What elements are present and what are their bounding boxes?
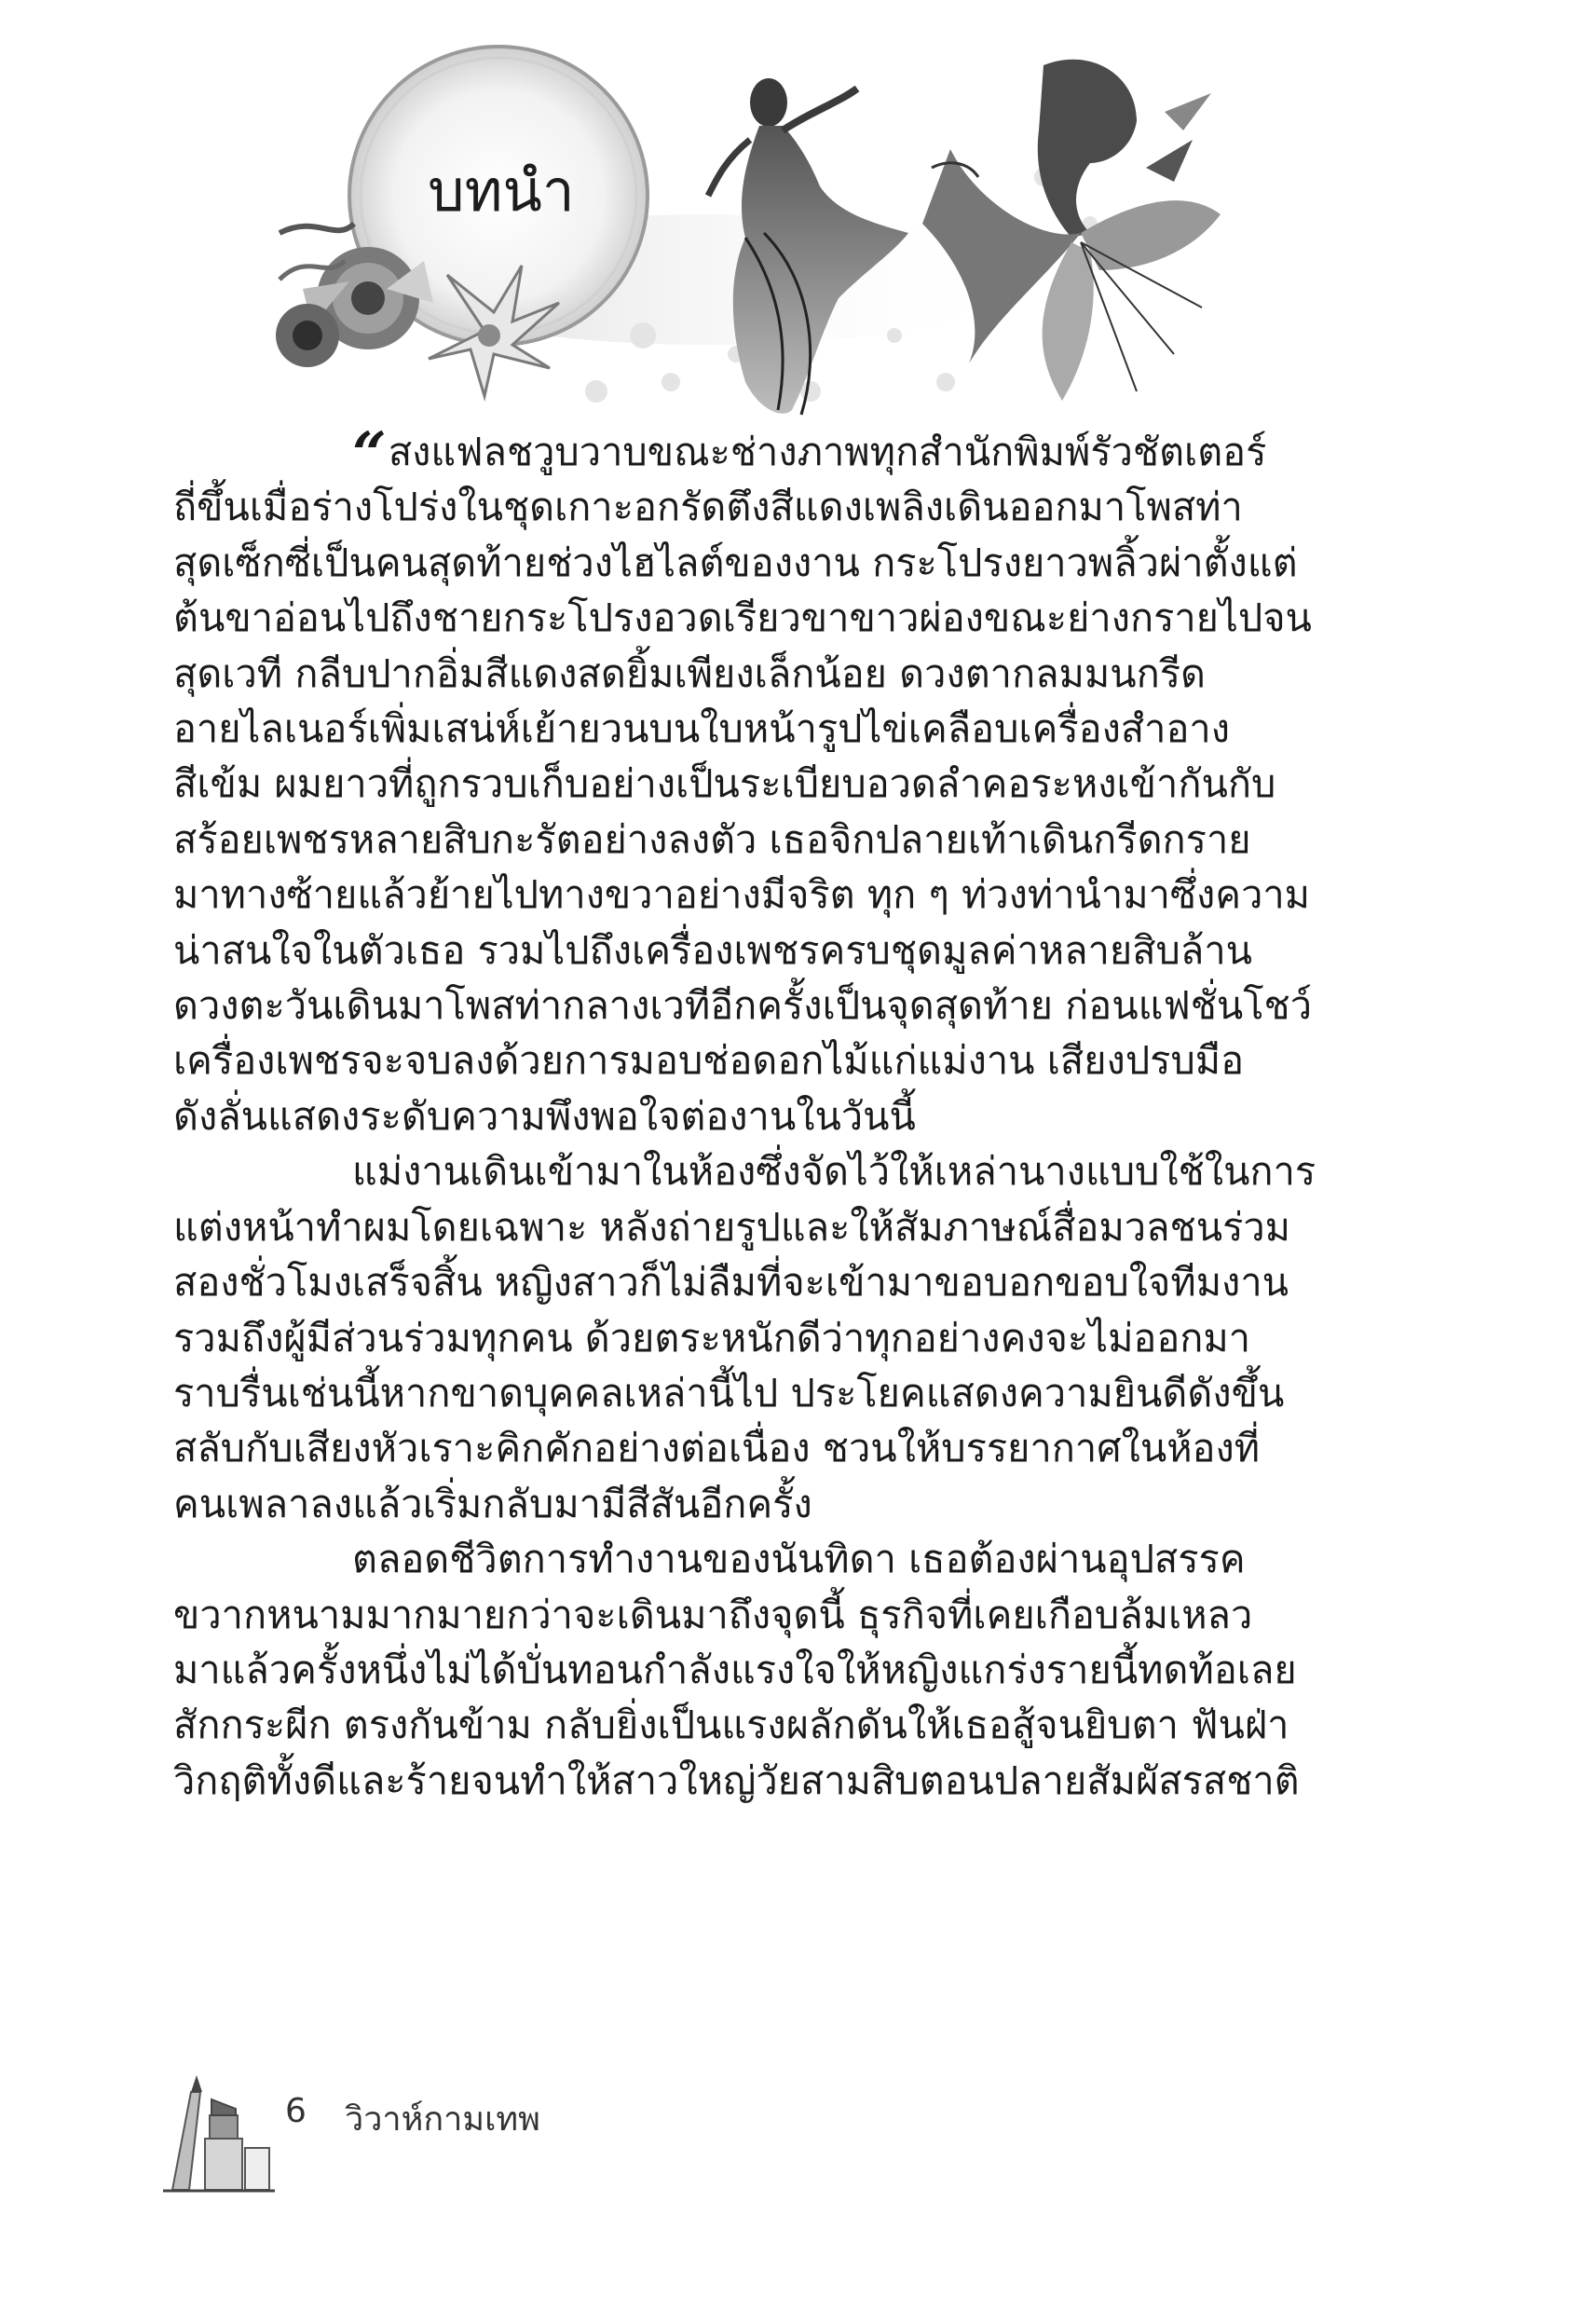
lipstick-icon [163, 2073, 275, 2195]
text-line: สีเข้ม ผมยาวที่ถูกรวบเก็บอย่างเป็นระเบียบอวดลำคอระหงเข้ากันกับ [173, 760, 1276, 807]
chapter-header-art [0, 0, 1596, 438]
text-line: รวมถึงผู้มีส่วนร่วมทุกคน ด้วยตระหนักดีว่าทุกอย่างคงจะไม่ออกมา [173, 1314, 1251, 1361]
text-line: น่าสนใจในตัวเธอ รวมไปถึงเครื่องเพชรครบชุดมูลค่าหลายสิบล้าน [173, 926, 1252, 973]
text-line: คนเพลาลงแล้วเริ่มกลับมามีสีสันอีกครั้ง [173, 1480, 812, 1526]
text-line: มาทางซ้ายแล้วย้ายไปทางขวาอย่างมีจริต ทุก ๆ ท่วงท่านำมาซึ่งความ [173, 871, 1311, 918]
text-line: วิกฤติทั้งดีและร้ายจนทำให้สาวใหญ่วัยสามสิบตอนปลายสัมผัสรสชาติ [173, 1757, 1300, 1803]
text-line: สุดเซ็กซี่เป็นคนสุดท้ายช่วงไฮไลต์ของงาน กระโปรงยาวพลิ้วผ่าตั้งแต่ [173, 539, 1298, 585]
butterfly-woman-icon [922, 60, 1221, 401]
text-line: ขวากหนามมากมายกว่าจะเดินมาถึงจุดนี้ ธุรกิจที่เคยเกือบล้มเหลว [173, 1591, 1253, 1637]
text-line: เครื่องเพชรจะจบลงด้วยการมอบช่อดอกไม้แก่แม่งาน เสียงปรบมือ [173, 1037, 1245, 1084]
text-line: สร้อยเพชรหลายสิบกะรัตอย่างลงตัว เธอจิกปลายเท้าเดินกรีดกราย [173, 815, 1251, 862]
book-title: วิวาห์กามเทพ [345, 2100, 540, 2139]
text-line: ตลอดชีวิตการทำงานของนันทิดา เธอต้องผ่านอุปสรรค [352, 1536, 1246, 1582]
text-line: สองชั่วโมงเสร็จสิ้น หญิงสาวก็ไม่ลืมที่จะเข้ามาขอบอกขอบใจทีมงาน [173, 1259, 1289, 1306]
text-line: สุดเวที กลีบปากอิ่มสีแดงสดยิ้มเพียงเล็กน้อย ดวงตากลมมนกรีด [173, 650, 1206, 696]
page-footer [163, 2073, 815, 2204]
text-line: สักกระผีก ตรงกันข้าม กลับยิ่งเป็นแรงผลักดันให้เธอสู้จนยิบตา ฟันฝ่า [173, 1702, 1289, 1748]
opening-quote-mark: “ [352, 419, 387, 489]
text-line: ดวงตะวันเดินมาโพสท่ากลางเวทีอีกครั้งเป็นจุดสุดท้าย ก่อนแฟชั่นโชว์ [173, 982, 1313, 1029]
header-illustration [0, 0, 1596, 438]
chapter-title: บทนำ [428, 157, 575, 225]
line-text: สงแฟลชวูบวาบขณะช่างภาพทุกสำนักพิมพ์รัวชัตเตอร์ [388, 429, 1267, 474]
paragraph-3 [173, 1531, 1385, 1808]
text-line: แต่งหน้าทำผมโดยเฉพาะ หลังถ่ายรูปและให้สัมภาษณ์สื่อมวลชนร่วม [173, 1203, 1291, 1250]
text-line: อายไลเนอร์เพิ่มเสน่ห์เย้ายวนบนใบหน้ารูปไข่เคลือบเครื่องสำอาง [173, 705, 1230, 752]
text-line: ดังลั่นแสดงระดับความพึงพอใจต่องานในวันนี้ [173, 1092, 916, 1139]
text-line: แม่งานเดินเข้ามาในห้องซึ่งจัดไว้ให้เหล่านางแบบใช้ในการ [352, 1148, 1316, 1195]
chapter-body [173, 419, 1385, 1808]
text-line: ถี่ขึ้นเมื่อร่างโปร่งในชุดเกาะอกรัดตึงสีแดงเพลิงเดินออกมาโพสท่า [173, 484, 1243, 530]
text-line [173, 419, 1385, 489]
text-line: ราบรื่นเช่นนี้หากขาดบุคคลเหล่านี้ไป ประโยคแสดงความยินดีดังขึ้น [173, 1369, 1285, 1415]
paragraph-1 [173, 419, 1385, 1143]
paragraph-2 [173, 1143, 1385, 1531]
text-line: มาแล้วครั้งหนึ่งไม่ได้บั่นทอนกำลังแรงใจให้หญิงแกร่งรายนี้ทดท้อเลย [173, 1646, 1297, 1692]
text-line: ต้นขาอ่อนไปถึงชายกระโปรงอวดเรียวขาขาวผ่องขณะย่างกรายไปจน [173, 595, 1312, 641]
page-number: 6 [285, 2092, 307, 2130]
text-line: สลับกับเสียงหัวเราะคิกคักอย่างต่อเนื่อง ชวนให้บรรยากาศในห้องที่ [173, 1425, 1261, 1471]
